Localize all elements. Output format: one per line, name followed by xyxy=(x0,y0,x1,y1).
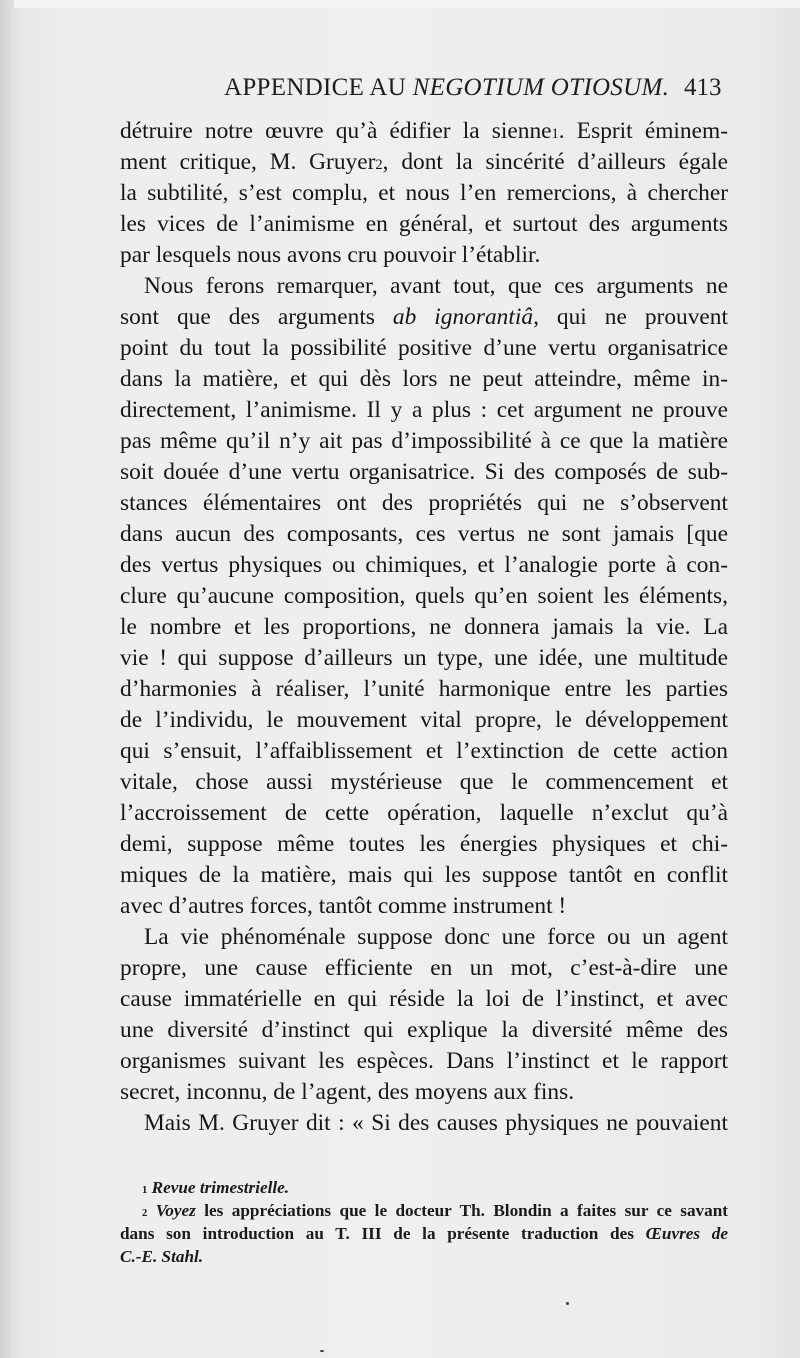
footnote-italic: C.-E. Stahl. xyxy=(120,1247,204,1266)
line-text: La vie phénoménale suppose donc une force ou un agent xyxy=(144,924,728,950)
body-line xyxy=(120,240,728,271)
footnotes xyxy=(120,1176,728,1268)
footnote-text: les appréciations que le docteur Th. Blondin a faites sur ce savant xyxy=(195,1201,729,1220)
line-text: dans la matière, et qui dès lors ne peut atteindre, même in- xyxy=(120,366,728,392)
body-line xyxy=(120,736,728,767)
line-text: vie ! qui suppose d’ailleurs un type, une idée, une multitude xyxy=(120,645,728,671)
line-text: sont que des arguments xyxy=(120,304,393,330)
body-line xyxy=(120,1046,728,1077)
footnote-text: dans son introduction au T. III de la présente traduction des xyxy=(120,1224,646,1243)
footnote-line xyxy=(120,1222,728,1245)
line-text: clure qu’aucune composition, quels qu’en soient les éléments, xyxy=(120,583,728,609)
footnote-line xyxy=(120,1176,728,1199)
line-text: qui s’ensuit, l’affaiblissement et l’extinction de cette action xyxy=(120,738,728,764)
line-text: vitale, chose aussi mystérieuse que le commencement et xyxy=(120,769,728,795)
page-gutter-shadow xyxy=(0,0,14,1358)
line-text: Mais M. Gruyer dit : « Si des causes physiques ne pouvaient xyxy=(144,1110,728,1136)
body-line xyxy=(120,612,728,643)
line-text: organismes suivant les espèces. Dans l’instinct et le rapport xyxy=(120,1048,728,1074)
footnote-italic: Revue trimestrielle. xyxy=(151,1178,290,1197)
ink-speck xyxy=(320,1350,324,1352)
footnote-ref: 1 xyxy=(551,126,559,142)
body-line xyxy=(120,147,728,178)
line-text: cause immatérielle en qui réside la loi de l’instinct, et avec xyxy=(120,986,728,1012)
body-line xyxy=(120,922,728,953)
line-text: Nous ferons remarquer, avant tout, que ces arguments ne xyxy=(144,273,728,299)
body-line xyxy=(120,767,728,798)
line-text: par lesquels nous avons cru pouvoir l’établir. xyxy=(120,242,541,268)
running-head xyxy=(224,74,669,102)
line-text: avec d’autres forces, tantôt comme instrument ! xyxy=(120,893,567,919)
line-text: la subtilité, s’est complu, et nous l’en remercions, à chercher xyxy=(120,180,728,206)
body-line xyxy=(120,178,728,209)
body-line xyxy=(120,1108,728,1139)
line-text: ment critique, M. Gruyer xyxy=(120,149,376,175)
line-text: de l’individu, le mouvement vital propre, le développement xyxy=(120,707,728,733)
body-line xyxy=(120,395,728,426)
line-text: soit douée d’une vertu organisatrice. Si des composés de sub- xyxy=(120,459,728,485)
line-text: propre, une cause efficiente en un mot, c’est-à-dire une xyxy=(120,955,728,981)
line-text: stances élémentaires ont des propriétés qui ne s’observent xyxy=(120,490,728,516)
line-text: , dont la sincérité d’ailleurs égale xyxy=(382,149,728,175)
body-line xyxy=(120,302,728,333)
footnote-italic: Œuvres de xyxy=(645,1224,729,1243)
body-line xyxy=(120,333,728,364)
line-text: pas même qu’il n’y ait pas d’impossibilité à ce que la matière xyxy=(120,428,728,454)
line-text: secret, inconnu, de l’agent, des moyens aux fins. xyxy=(120,1079,575,1105)
body-line xyxy=(120,953,728,984)
running-head-italic-title: NEGOTIUM OTIOSUM. xyxy=(412,74,670,101)
line-text: une diversité d’instinct qui explique la diversité même des xyxy=(120,1017,728,1043)
body-line xyxy=(120,643,728,674)
body-line xyxy=(120,488,728,519)
body-line xyxy=(120,798,728,829)
body-line xyxy=(120,271,728,302)
footnote-line xyxy=(120,1199,728,1222)
body-text xyxy=(120,116,728,1139)
body-line xyxy=(120,209,728,240)
line-text: , qui ne prouvent xyxy=(533,304,728,330)
italic-phrase: ab ignorantiâ xyxy=(392,304,534,330)
line-text: dans aucun des composants, ces vertus ne sont jamais [que xyxy=(120,521,728,547)
body-line xyxy=(120,1015,728,1046)
footnote-ref: 2 xyxy=(375,157,383,173)
line-text: directement, l’animisme. Il y a plus : cet argument ne prouve xyxy=(120,397,728,423)
footnote-line xyxy=(120,1245,728,1268)
body-line xyxy=(120,426,728,457)
body-line xyxy=(120,829,728,860)
page-top-margin xyxy=(0,0,800,8)
body-line xyxy=(120,457,728,488)
footnote-number: 1 xyxy=(142,1185,148,1196)
body-line xyxy=(120,705,728,736)
line-text: point du tout la possibilité positive d’une vertu organisatrice xyxy=(120,335,728,361)
body-line xyxy=(120,1077,728,1108)
line-text: miques de la matière, mais qui les suppose tantôt en conflit xyxy=(120,862,728,888)
line-text: le nombre et les proportions, ne donnera jamais la vie. La xyxy=(120,614,728,640)
line-text: des vertus physiques ou chimiques, et l’analogie porte à con- xyxy=(120,552,728,578)
running-head-prefix: APPENDICE AU xyxy=(224,74,413,101)
body-line xyxy=(120,116,728,147)
body-line xyxy=(120,674,728,705)
body-line xyxy=(120,891,728,922)
body-line xyxy=(120,550,728,581)
body-line xyxy=(120,984,728,1015)
line-text: . Esprit éminem- xyxy=(558,118,728,144)
line-text: détruire notre œuvre qu’à édifier la sienne xyxy=(120,118,552,144)
line-text: les vices de l’animisme en général, et surtout des arguments xyxy=(120,211,728,237)
footnote-italic: Voyez xyxy=(155,1201,196,1220)
page-number: 413 xyxy=(684,74,722,101)
body-line xyxy=(120,860,728,891)
body-line xyxy=(120,364,728,395)
ink-speck xyxy=(566,1302,569,1305)
line-text: d’harmonies à réaliser, l’unité harmonique entre les parties xyxy=(120,676,728,702)
line-text: l’accroissement de cette opération, laquelle n’exclut qu’à xyxy=(120,800,728,826)
body-line xyxy=(120,581,728,612)
body-line xyxy=(120,519,728,550)
footnote-number: 2 xyxy=(142,1208,148,1219)
line-text: demi, suppose même toutes les énergies physiques et chi- xyxy=(120,831,728,857)
